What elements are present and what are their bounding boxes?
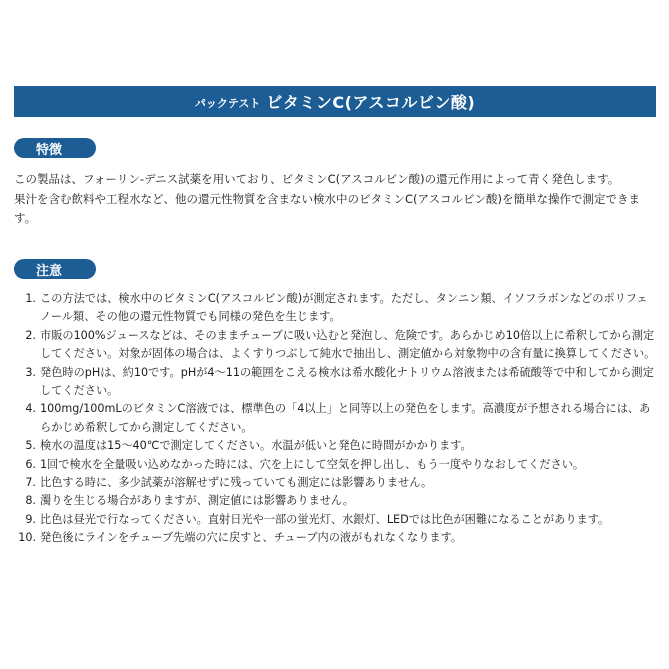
note-text: 市販の100%ジュースなどは、そのままチューブに吸い込むと発泡し、危険です。あらかじめ10倍以上に希釈してから測定してください。対象が固体の場合は、よくすりつぶして純水で抽出し、測定値から対象物中の含有量に換算してください。 — [40, 328, 656, 361]
note-text: 100mg/100mLのビタミンC溶液では、標準色の「4以上」と同等以上の発色をします。高濃度が予想される場合には、あらかじめ希釈してから測定してください。 — [40, 402, 651, 434]
features-paragraph: この製品は、フォーリン-デニス試薬を用いており、ビタミンC(アスコルビン酸)の還元作用によって青く発色します。 — [14, 172, 620, 186]
note-number: 6. — [25, 457, 36, 471]
note-text: 比色は昼光で行なってください。直射日光や一部の蛍光灯、水銀灯、LEDでは比色が困難になることがあります。 — [40, 512, 610, 526]
section-badge-features: 特徴 — [14, 138, 96, 158]
features-text — [14, 170, 658, 229]
note-number: 10. — [18, 531, 36, 545]
title-bar — [14, 86, 656, 117]
note-text: 濁りを生じる場合がありますが、測定値には影響ありません。 — [40, 494, 354, 508]
notes-list — [14, 290, 658, 548]
features-paragraph: 果汁を含む飲料や工程水など、他の還元性物質を含まない検水中のビタミンC(アスコルビン酸)を簡単な操作で測定できます。 — [14, 191, 641, 225]
note-number: 5. — [25, 439, 36, 453]
list-item — [14, 492, 658, 510]
title-subtitle: パックテスト — [194, 97, 261, 110]
list-item — [14, 290, 658, 327]
section-badge-notes: 注意 — [14, 259, 96, 279]
note-text: 1回で検水を全量吸い込めなかった時には、穴を上にして空気を押し出し、もう一度やりなおしてください。 — [40, 457, 585, 471]
list-item — [14, 456, 658, 474]
note-number: 7. — [25, 476, 36, 490]
note-number: 1. — [25, 292, 36, 305]
list-item — [14, 437, 658, 455]
list-item — [14, 400, 658, 437]
note-text: この方法では、検水中のビタミンC(アスコルビン酸)が測定されます。ただし、タンニン類、イソフラボンなどのポリフェノール類、その他の還元性物質でも同様の発色を生じます。 — [40, 292, 648, 324]
list-item — [14, 511, 658, 529]
page-title: ビタミンC(アスコルビン酸) — [266, 93, 476, 112]
note-number: 4. — [25, 402, 36, 416]
note-number: 8. — [25, 494, 36, 508]
note-number: 2. — [25, 328, 36, 342]
list-item — [14, 327, 658, 364]
note-text: 発色時のpHは、約10です。pHが4〜11の範囲をこえる検水は希水酸化ナトリウム溶液または希硫酸等で中和してから測定してください。 — [40, 365, 654, 398]
note-number: 3. — [25, 365, 36, 379]
note-number: 9. — [25, 512, 36, 526]
list-item — [14, 474, 658, 492]
note-text: 比色する時に、多少試薬が溶解せずに残っていても測定には影響ありません。 — [40, 476, 433, 490]
note-text: 検水の温度は15〜40℃で測定してください。水温が低いと発色に時間がかかります。 — [40, 439, 472, 453]
list-item — [14, 529, 658, 547]
note-text: 発色後にラインをチューブ先端の穴に戻すと、チューブ内の液がもれなくなります。 — [40, 531, 463, 545]
list-item — [14, 364, 658, 401]
